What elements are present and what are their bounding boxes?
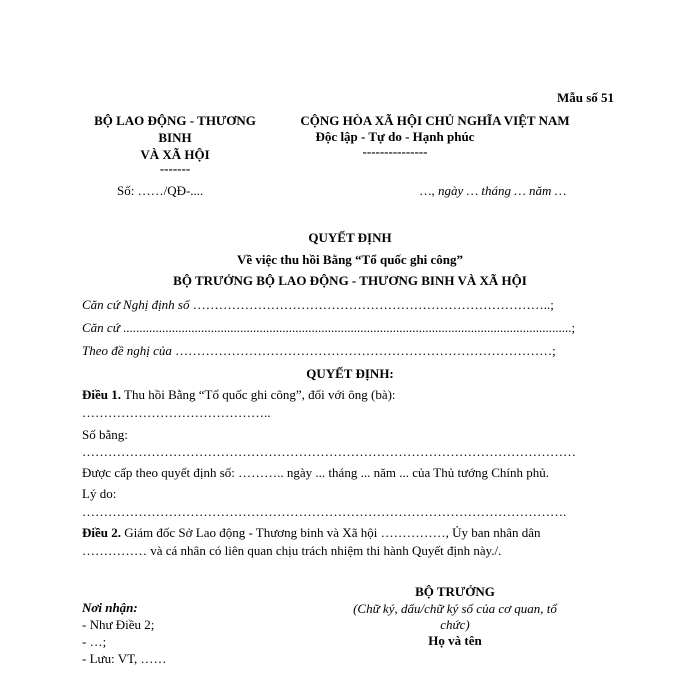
document-title: QUYẾT ĐỊNH — [308, 230, 392, 245]
ground-label: Căn cứ — [82, 320, 120, 335]
place-date: …, ngày … tháng … năm … — [420, 183, 567, 198]
form-number: Mẫu số 51 — [557, 90, 615, 105]
signer-name: Họ và tên — [428, 633, 482, 648]
recipient-item: - Lưu: VT, …… — [82, 651, 167, 666]
national-motto: Độc lập - Tự do - Hạnh phúc — [315, 129, 475, 144]
recipients-heading: Nơi nhận: — [82, 600, 138, 615]
ground-label: Theo đề nghị của — [82, 343, 172, 358]
ground-label: Căn cứ Nghị định số — [82, 297, 190, 312]
certificate-number-line: …………………………………………………………………………………………………… — [82, 444, 576, 459]
ground-basis — [82, 320, 575, 336]
ground-fill: ……………………………………………………………………………; — [175, 343, 556, 358]
article-2-text-1: Giám đốc Sở Lao động - Thương binh và Xã hội ……………, Ủy ban nhân dân — [124, 525, 541, 540]
reason-label: Lý do: — [82, 486, 117, 501]
recipient-item: - Như Điều 2; — [82, 617, 155, 632]
certificate-number-label: Số bằng: — [82, 427, 128, 442]
article-1-text: Thu hồi Bằng “Tổ quốc ghi công”, đối với ông (bà): — [124, 387, 396, 402]
ground-decree — [82, 297, 554, 313]
agency-separator: ------- — [159, 161, 191, 176]
ground-fill: ..........................................................................................................................................; — [123, 320, 576, 335]
article-1-label: Điều 1. — [82, 387, 121, 402]
issued-by-decision: Được cấp theo quyết định số: ……….. ngày ... tháng ... năm ... của Thủ tướng Chính phủ. — [82, 465, 550, 480]
signature-note-1: (Chữ ký, dấu/chữ ký số của cơ quan, tổ — [353, 601, 557, 616]
recipient-item: - …; — [82, 634, 107, 649]
agency-line-1: BỘ LAO ĐỘNG - THƯƠNG — [94, 113, 256, 128]
decision-number: Số: ……/QĐ-.... — [117, 183, 204, 198]
issuing-authority: BỘ TRƯỞNG BỘ LAO ĐỘNG - THƯƠNG BINH VÀ XÃ HỘI — [173, 273, 527, 288]
article-2-label: Điều 2. — [82, 525, 121, 540]
signer-title: BỘ TRƯỞNG — [415, 584, 495, 599]
signature-note-2: chức) — [440, 617, 470, 632]
ground-proposal — [82, 343, 556, 359]
motto-separator: --------------- — [362, 144, 428, 159]
agency-line-2: BINH — [158, 130, 192, 145]
document-subject: Về việc thu hồi Bằng “Tổ quốc ghi công” — [236, 252, 464, 267]
article-2-text-2: …………… và cá nhân có liên quan chịu trách nhiệm thi hành Quyết định này./. — [82, 543, 502, 558]
article-2 — [82, 525, 541, 541]
issuing-agency — [80, 113, 270, 163]
article-1 — [82, 387, 396, 403]
reason-line: …………………………………………………………………………………………………. — [82, 504, 567, 519]
holder-name-line: …………………………………….. — [82, 405, 271, 420]
national-title: CỘNG HÒA XÃ HỘI CHỦ NGHĨA VIỆT NAM — [300, 113, 570, 128]
agency-line-3: VÀ XÃ HỘI — [140, 147, 210, 162]
ground-fill: ………………………………………………………………………..; — [192, 297, 554, 312]
decision-heading: QUYẾT ĐỊNH: — [306, 366, 394, 381]
